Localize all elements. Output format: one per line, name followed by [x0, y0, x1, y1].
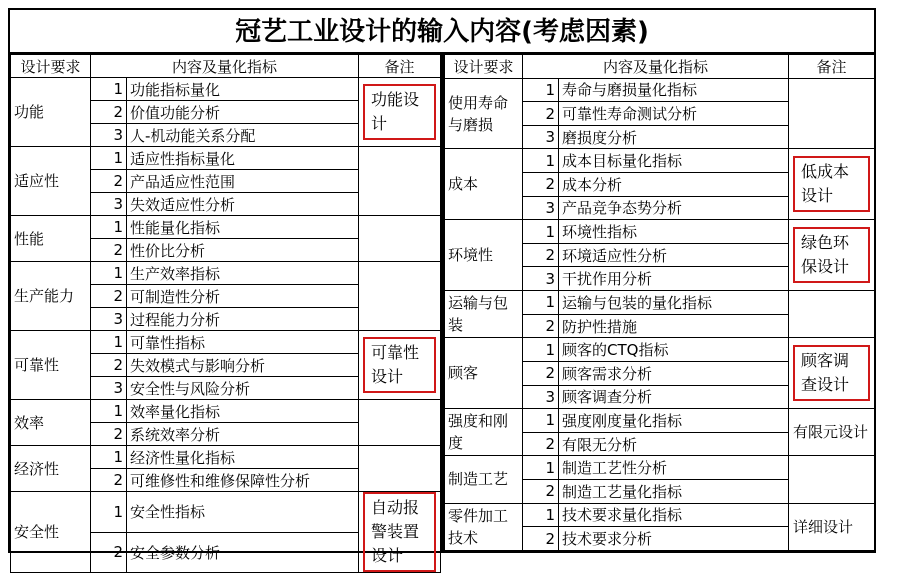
- item-text: 价值功能分析: [127, 101, 359, 124]
- note-cell: [789, 78, 875, 149]
- left-requirements-table: [10, 54, 441, 573]
- table-row: [11, 262, 441, 285]
- item-text: 产品竞争态势分析: [559, 196, 789, 220]
- note-cell: [789, 409, 875, 456]
- requirement-cell: 使用寿命与磨损: [445, 78, 523, 149]
- requirement-cell: 经济性: [11, 446, 91, 492]
- requirement-cell: 制造工艺: [445, 456, 523, 503]
- note-cell: [789, 291, 875, 338]
- item-text: 环境适应性分析: [559, 243, 789, 267]
- requirement-cell: 零件加工技术: [445, 503, 523, 550]
- table-row: [445, 220, 875, 244]
- table-row: [11, 492, 441, 533]
- item-number: 2: [523, 243, 559, 267]
- item-text: 防护性措施: [559, 314, 789, 338]
- item-number: 1: [91, 147, 127, 170]
- note-cell: [359, 216, 441, 262]
- note-cell: [359, 262, 441, 331]
- item-text: 环境性指标: [559, 220, 789, 244]
- requirement-cell: 强度和刚度: [445, 409, 523, 456]
- item-text: 顾客需求分析: [559, 361, 789, 385]
- item-text: 过程能力分析: [127, 308, 359, 331]
- table-row: [11, 78, 441, 101]
- note-text: 有限元设计: [793, 423, 869, 442]
- item-text: 系统效率分析: [127, 423, 359, 446]
- item-text: 顾客的CTQ指标: [559, 338, 789, 362]
- item-number: 3: [523, 196, 559, 220]
- table-row: [11, 446, 441, 469]
- table-row: [445, 503, 875, 527]
- item-text: 可靠性指标: [127, 331, 359, 354]
- requirement-cell: 顾客: [445, 338, 523, 409]
- item-text: 磨损度分析: [559, 125, 789, 149]
- requirement-cell: 适应性: [11, 147, 91, 216]
- item-text: 性能量化指标: [127, 216, 359, 239]
- table-row: [11, 400, 441, 423]
- item-text: 可靠性寿命测试分析: [559, 102, 789, 126]
- item-text: 寿命与磨损量化指标: [559, 78, 789, 102]
- table-row: [11, 216, 441, 239]
- item-text: 技术要求分析: [559, 527, 789, 551]
- item-text: 成本目标量化指标: [559, 149, 789, 173]
- item-number: 1: [523, 503, 559, 527]
- header-content: 内容及量化指标: [91, 55, 359, 78]
- item-text: 功能指标量化: [127, 78, 359, 101]
- header-content: 内容及量化指标: [523, 55, 789, 79]
- header-requirement: 设计要求: [11, 55, 91, 78]
- item-number: 1: [523, 220, 559, 244]
- item-number: 1: [91, 492, 127, 533]
- requirement-cell: 效率: [11, 400, 91, 446]
- spreadsheet-table: [8, 8, 876, 565]
- note-text: 详细设计: [793, 517, 854, 536]
- item-number: 2: [91, 532, 127, 573]
- item-text: 安全性指标: [127, 492, 359, 533]
- item-text: 可维修性和维修保障性分析: [127, 469, 359, 492]
- item-number: 1: [91, 400, 127, 423]
- item-number: 3: [91, 193, 127, 216]
- item-number: 3: [523, 267, 559, 291]
- requirement-cell: 环境性: [445, 220, 523, 291]
- item-text: 性价比分析: [127, 239, 359, 262]
- table-row: [445, 149, 875, 173]
- left-table-half: [10, 54, 440, 565]
- note-cell: [789, 456, 875, 503]
- item-text: 运输与包装的量化指标: [559, 291, 789, 315]
- item-number: 2: [523, 173, 559, 197]
- item-text: 成本分析: [559, 173, 789, 197]
- table-title: 冠艺工业设计的输入内容(考虑因素): [10, 10, 874, 54]
- note-cell: [789, 220, 875, 291]
- item-number: 2: [91, 354, 127, 377]
- item-number: 1: [523, 78, 559, 102]
- item-number: 1: [523, 291, 559, 315]
- table-row: [445, 409, 875, 433]
- item-text: 制造工艺量化指标: [559, 479, 789, 503]
- highlighted-note: 可靠性设计: [363, 337, 436, 393]
- item-text: 产品适应性范围: [127, 170, 359, 193]
- item-number: 2: [523, 479, 559, 503]
- item-text: 失效模式与影响分析: [127, 354, 359, 377]
- right-table-half: [444, 54, 874, 551]
- header-requirement: 设计要求: [445, 55, 523, 79]
- item-text: 强度刚度量化指标: [559, 409, 789, 433]
- note-cell: [789, 338, 875, 409]
- item-text: 失效适应性分析: [127, 193, 359, 216]
- note-cell: [359, 331, 441, 400]
- item-number: 2: [523, 527, 559, 551]
- note-cell: [359, 147, 441, 216]
- item-number: 1: [91, 331, 127, 354]
- item-text: 生产效率指标: [127, 262, 359, 285]
- highlighted-note: 功能设计: [363, 84, 436, 140]
- requirement-cell: 生产能力: [11, 262, 91, 331]
- item-text: 适应性指标量化: [127, 147, 359, 170]
- item-text: 人-机动能关系分配: [127, 124, 359, 147]
- requirement-cell: 性能: [11, 216, 91, 262]
- item-number: 2: [523, 102, 559, 126]
- highlighted-note: 顾客调查设计: [793, 345, 870, 401]
- item-number: 3: [523, 385, 559, 409]
- item-text: 安全参数分析: [127, 532, 359, 573]
- item-text: 有限无分析: [559, 432, 789, 456]
- item-number: 1: [91, 262, 127, 285]
- item-number: 1: [523, 338, 559, 362]
- note-cell: [359, 78, 441, 147]
- item-number: 3: [91, 308, 127, 331]
- item-text: 可制造性分析: [127, 285, 359, 308]
- item-number: 2: [91, 101, 127, 124]
- requirement-cell: 可靠性: [11, 331, 91, 400]
- item-text: 安全性与风险分析: [127, 377, 359, 400]
- item-number: 3: [91, 124, 127, 147]
- requirement-cell: 成本: [445, 149, 523, 220]
- table-row: [11, 331, 441, 354]
- item-number: 2: [91, 423, 127, 446]
- item-text: 制造工艺性分析: [559, 456, 789, 480]
- table-row: [11, 147, 441, 170]
- note-cell: [789, 503, 875, 550]
- item-number: 2: [91, 170, 127, 193]
- item-number: 1: [523, 456, 559, 480]
- item-text: 经济性量化指标: [127, 446, 359, 469]
- note-cell: [359, 400, 441, 446]
- item-number: 1: [91, 446, 127, 469]
- item-number: 2: [523, 361, 559, 385]
- note-cell: [359, 446, 441, 492]
- highlighted-note: 自动报警装置设计: [363, 492, 436, 572]
- table-row: [445, 338, 875, 362]
- highlighted-note: 绿色环保设计: [793, 227, 870, 283]
- item-text: 干扰作用分析: [559, 267, 789, 291]
- requirement-cell: 运输与包装: [445, 291, 523, 338]
- item-number: 3: [91, 377, 127, 400]
- item-number: 2: [523, 314, 559, 338]
- item-text: 顾客调查分析: [559, 385, 789, 409]
- item-number: 2: [91, 239, 127, 262]
- requirement-cell: 功能: [11, 78, 91, 147]
- right-requirements-table: [444, 54, 875, 551]
- item-number: 1: [91, 216, 127, 239]
- item-number: 2: [91, 285, 127, 308]
- item-text: 效率量化指标: [127, 400, 359, 423]
- table-row: [445, 456, 875, 480]
- header-note: 备注: [789, 55, 875, 79]
- item-number: 3: [523, 125, 559, 149]
- table-row: [445, 78, 875, 102]
- item-number: 2: [523, 432, 559, 456]
- table-row: [445, 291, 875, 315]
- item-number: 1: [523, 409, 559, 433]
- item-number: 1: [91, 78, 127, 101]
- requirement-cell: 安全性: [11, 492, 91, 573]
- note-cell: [359, 492, 441, 573]
- item-number: 1: [523, 149, 559, 173]
- item-text: 技术要求量化指标: [559, 503, 789, 527]
- note-cell: [789, 149, 875, 220]
- header-note: 备注: [359, 55, 441, 78]
- highlighted-note: 低成本设计: [793, 156, 870, 212]
- item-number: 2: [91, 469, 127, 492]
